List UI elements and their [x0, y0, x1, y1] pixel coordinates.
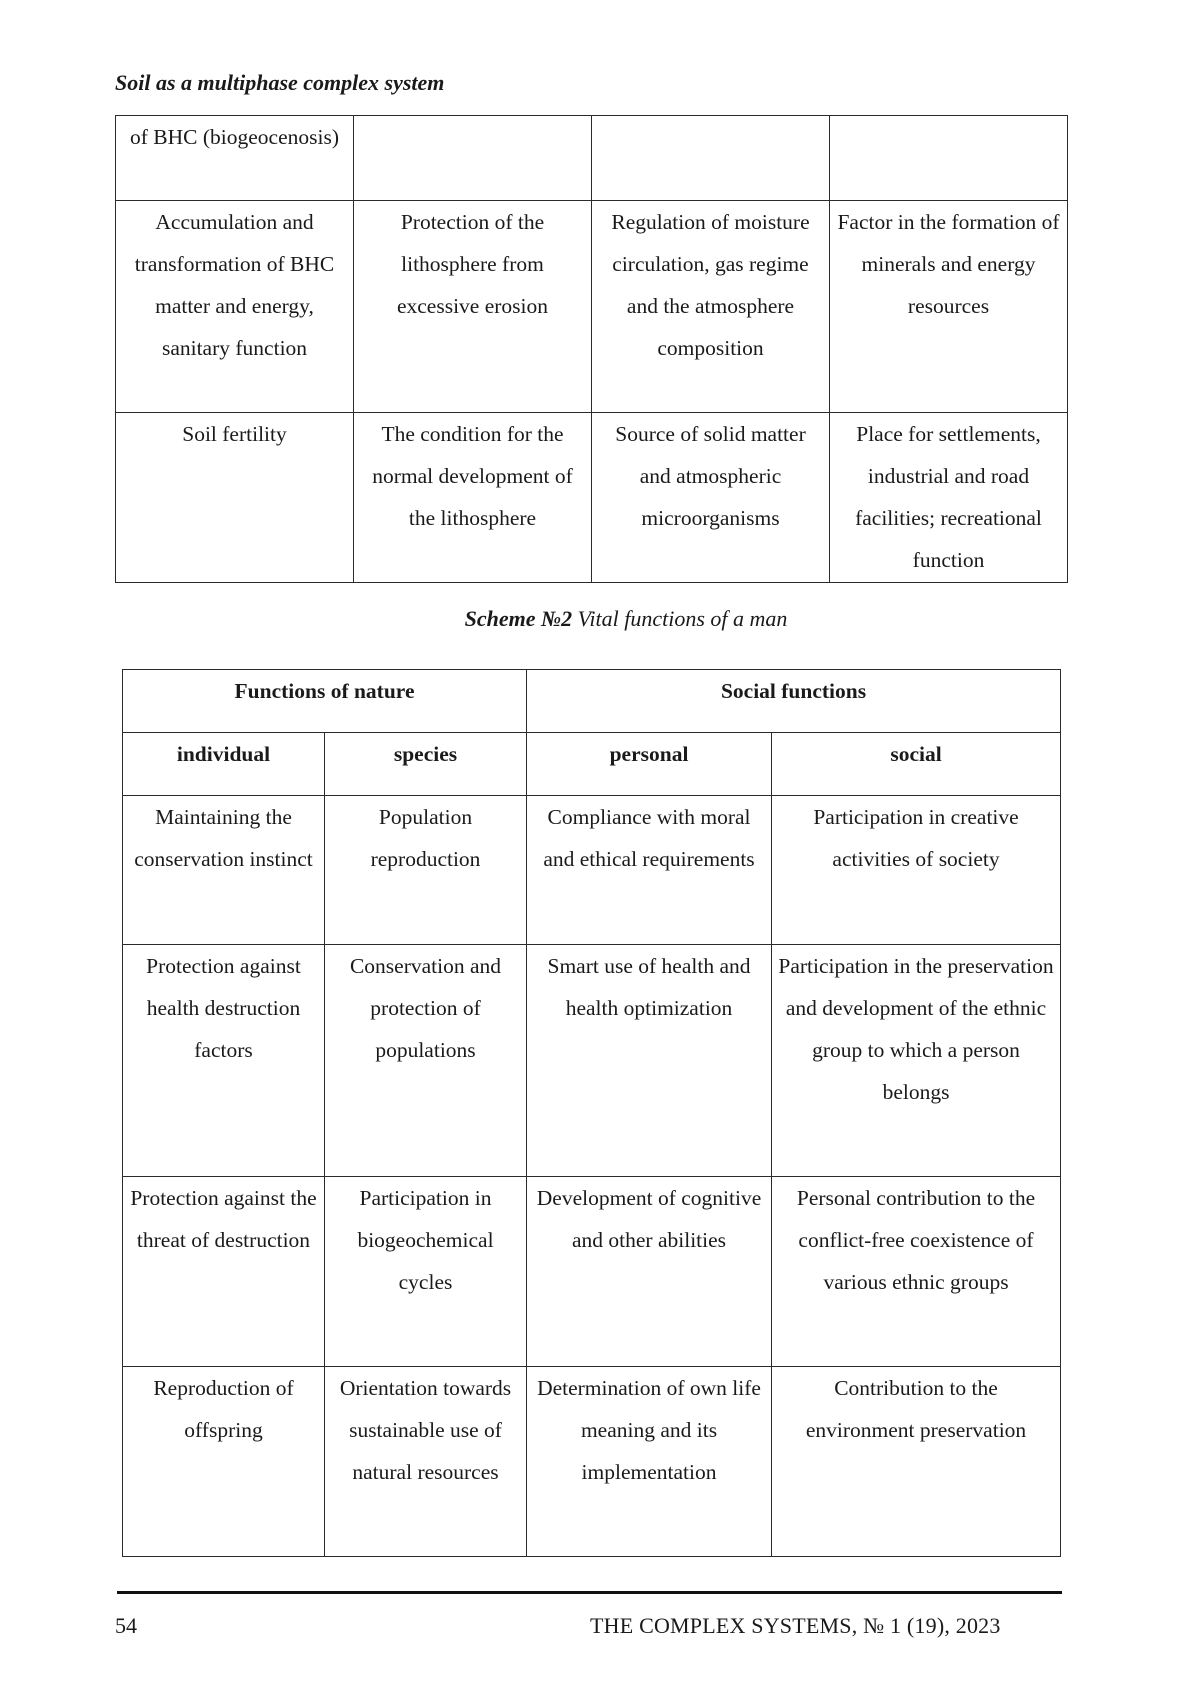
table-cell: Regulation of moisture circulation, gas regime and the atmosphere composition: [592, 201, 830, 413]
table-cell: Protection of the lithosphere from excessive erosion: [354, 201, 592, 413]
header-functions-of-nature: Functions of nature: [123, 670, 527, 733]
table-cell: Accumulation and transformation of BHC matter and energy, sanitary function: [116, 201, 354, 413]
table-cell: of BHC (biogeocenosis): [116, 116, 354, 201]
table-cell: Maintaining the conservation instinct: [123, 796, 325, 945]
subheader-species: species: [325, 733, 527, 796]
table-cell: Population reproduction: [325, 796, 527, 945]
subheader-individual: individual: [123, 733, 325, 796]
table-cell: Place for settlements, industrial and road facilities; recreational function: [830, 413, 1068, 583]
table-cell: Personal contribution to the conflict-free coexistence of various ethnic groups: [772, 1177, 1061, 1367]
subheader-social: social: [772, 733, 1061, 796]
journal-name: THE COMPLEX SYSTEMS, № 1 (19), 2023: [590, 1613, 1001, 1638]
table-cell: Compliance with moral and ethical requirements: [527, 796, 772, 945]
table-cell: Conservation and protection of populations: [325, 945, 527, 1177]
table-cell: [830, 116, 1068, 201]
table-cell: [354, 116, 592, 201]
table-cell: Participation in creative activities of society: [772, 796, 1061, 945]
table-cell: Protection against health destruction factors: [123, 945, 325, 1177]
scheme-caption: [0, 606, 1200, 632]
table-cell: Orientation towards sustainable use of natural resources: [325, 1367, 527, 1557]
subheader-personal: personal: [527, 733, 772, 796]
table-cell: [592, 116, 830, 201]
header-social-functions: Social functions: [527, 670, 1061, 733]
table-cell: Source of solid matter and atmospheric microorganisms: [592, 413, 830, 583]
table-cell: Determination of own life meaning and its implementation: [527, 1367, 772, 1557]
vital-functions-table: [122, 669, 1061, 1557]
scheme-label: Scheme №2: [464, 606, 573, 631]
footer-divider: [117, 1591, 1062, 1594]
soil-functions-table: [115, 115, 1068, 583]
table-cell: Reproduction of offspring: [123, 1367, 325, 1557]
scheme-title: Vital functions of a man: [572, 606, 788, 631]
table-cell: Participation in biogeochemical cycles: [325, 1177, 527, 1367]
page-title: Soil as a multiphase complex system: [115, 70, 445, 95]
page-number: 54: [115, 1613, 137, 1638]
table-cell: Smart use of health and health optimization: [527, 945, 772, 1177]
table-cell: Participation in the preservation and development of the ethnic group to which a person belongs: [772, 945, 1061, 1177]
table-cell: Soil fertility: [116, 413, 354, 583]
table-cell: Protection against the threat of destruction: [123, 1177, 325, 1367]
table-cell: The condition for the normal development of the lithosphere: [354, 413, 592, 583]
table-cell: Development of cognitive and other abilities: [527, 1177, 772, 1367]
table-cell: Contribution to the environment preservation: [772, 1367, 1061, 1557]
table-cell: Factor in the formation of minerals and energy resources: [830, 201, 1068, 413]
